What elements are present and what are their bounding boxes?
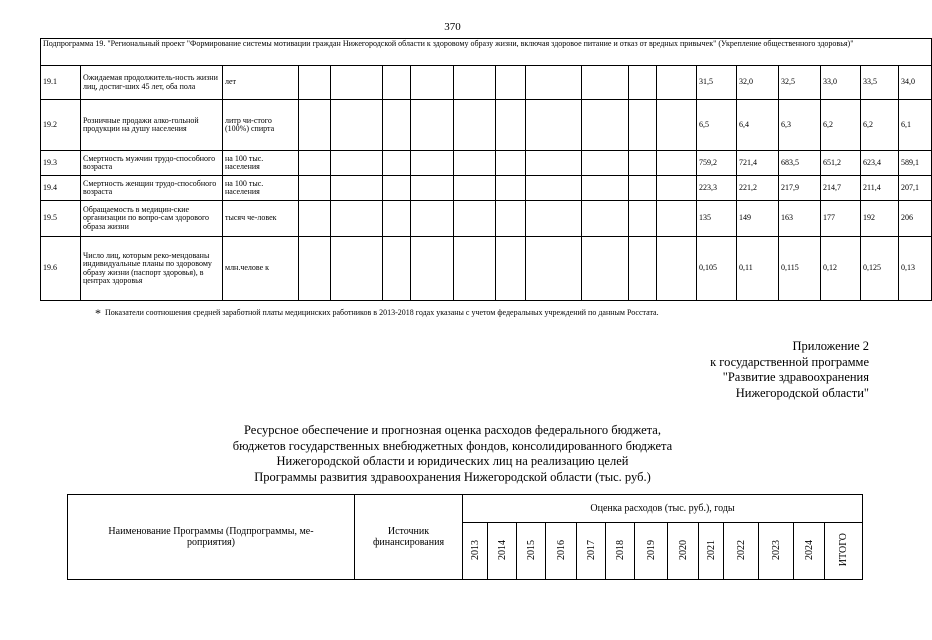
value-cell: 623,4	[861, 151, 899, 176]
year-label: 2024	[803, 539, 815, 560]
empty-cell	[411, 100, 454, 151]
empty-cell	[657, 66, 697, 100]
value-cell: 721,4	[737, 151, 779, 176]
empty-cell	[331, 66, 383, 100]
footnote	[95, 306, 659, 321]
unit-cell: лет	[223, 66, 299, 100]
appendix-line: к государственной программе	[710, 354, 869, 369]
value-cell: 0,13	[899, 237, 932, 301]
empty-cell	[526, 237, 582, 301]
empty-cell	[454, 100, 496, 151]
indicator-name: Розничные продажи алко-гольной продукции на душу населения	[81, 100, 223, 151]
year-label: 2020	[677, 539, 689, 560]
empty-cell	[299, 66, 331, 100]
empty-cell	[383, 201, 411, 237]
empty-cell	[629, 201, 657, 237]
year-label: 2022	[735, 539, 747, 560]
empty-cell	[454, 176, 496, 201]
empty-cell	[331, 237, 383, 301]
resource-title-line: Ресурсное обеспечение и прогнозная оценка расходов федерального бюджета,	[244, 423, 661, 437]
unit-cell: литр чи-стого (100%) спирта	[223, 100, 299, 151]
year-label: 2019	[645, 539, 657, 560]
year-header	[759, 523, 794, 580]
row-number: 19.1	[41, 66, 81, 100]
indicator-row	[41, 201, 932, 237]
empty-cell	[629, 66, 657, 100]
empty-cell	[657, 100, 697, 151]
empty-cell	[331, 201, 383, 237]
empty-cell	[383, 151, 411, 176]
year-label: ИТОГО	[838, 532, 850, 567]
value-cell: 6,2	[861, 100, 899, 151]
appendix-line: "Развитие здравоохранения	[722, 370, 869, 384]
indicator-row	[41, 151, 932, 176]
indicator-name: Смертность мужчин трудо-способного возраста	[81, 151, 223, 176]
year-label: 2017	[585, 539, 597, 560]
year-header	[825, 523, 863, 580]
value-cell: 6,5	[697, 100, 737, 151]
subprogram-title: Подпрограмма 19. "Региональный проект "Формирование системы мотивации граждан Нижегородской области к здоровому образу жизни, включая здоровое питание и отказ от вредных привычек" (Укрепление общественного здоровья)"	[41, 39, 932, 66]
value-cell: 6,4	[737, 100, 779, 151]
unit-cell: тысяч че-ловек	[223, 201, 299, 237]
year-label: 2023	[770, 539, 782, 560]
empty-cell	[582, 100, 629, 151]
empty-cell	[629, 176, 657, 201]
appendix-line: Приложение 2	[792, 339, 869, 353]
indicator-name: Обращаемость в медицин-ские организации по вопро-сам здорового образа жизни	[81, 201, 223, 237]
value-cell: 207,1	[899, 176, 932, 201]
row-number: 19.3	[41, 151, 81, 176]
footnote-asterisk: *	[95, 306, 101, 320]
year-label: 2013	[469, 539, 481, 560]
value-cell: 0,11	[737, 237, 779, 301]
value-cell: 223,3	[697, 176, 737, 201]
page-number: 370	[444, 21, 461, 33]
empty-cell	[299, 100, 331, 151]
empty-cell	[526, 176, 582, 201]
value-cell: 214,7	[821, 176, 861, 201]
empty-cell	[383, 100, 411, 151]
value-cell: 192	[861, 201, 899, 237]
empty-cell	[629, 237, 657, 301]
empty-cell	[526, 201, 582, 237]
indicators-table	[40, 38, 932, 301]
value-cell: 0,12	[821, 237, 861, 301]
empty-cell	[657, 151, 697, 176]
year-header	[577, 523, 606, 580]
empty-cell	[657, 176, 697, 201]
empty-cell	[582, 151, 629, 176]
value-cell: 206	[899, 201, 932, 237]
empty-cell	[383, 237, 411, 301]
empty-cell	[454, 201, 496, 237]
financing-source-header: Источник финансирования	[355, 495, 463, 580]
value-cell: 6,2	[821, 100, 861, 151]
indicator-name: Ожидаемая продолжитель-ность жизни лиц, достиг-ших 45 лет, оба пола	[81, 66, 223, 100]
value-cell: 177	[821, 201, 861, 237]
resource-title-line: Нижегородской области и юридических лиц на реализацию целей	[276, 454, 629, 468]
empty-cell	[526, 100, 582, 151]
empty-cell	[657, 201, 697, 237]
year-label: 2021	[705, 539, 717, 560]
estimate-header: Оценка расходов (тыс. руб.), годы	[463, 495, 863, 523]
year-label: 2015	[525, 539, 537, 560]
value-cell: 683,5	[779, 151, 821, 176]
empty-cell	[299, 151, 331, 176]
resource-title	[0, 423, 905, 485]
value-cell: 6,1	[899, 100, 932, 151]
empty-cell	[582, 237, 629, 301]
year-label: 2014	[496, 539, 508, 560]
value-cell: 0,105	[697, 237, 737, 301]
empty-cell	[496, 151, 526, 176]
row-number: 19.6	[41, 237, 81, 301]
year-header	[517, 523, 546, 580]
empty-cell	[454, 237, 496, 301]
empty-cell	[526, 151, 582, 176]
empty-cell	[496, 176, 526, 201]
year-header	[463, 523, 488, 580]
value-cell: 34,0	[899, 66, 932, 100]
expenses-table	[67, 494, 863, 580]
empty-cell	[582, 66, 629, 100]
empty-cell	[629, 100, 657, 151]
unit-cell: млн.челове к	[223, 237, 299, 301]
year-header	[668, 523, 699, 580]
appendix-heading	[710, 339, 869, 401]
indicator-row	[41, 100, 932, 151]
empty-cell	[496, 201, 526, 237]
empty-cell	[411, 176, 454, 201]
empty-cell	[454, 151, 496, 176]
year-header	[794, 523, 825, 580]
empty-cell	[411, 201, 454, 237]
resource-title-line: бюджетов государственных внебюджетных фондов, консолидированного бюджета	[232, 438, 673, 453]
value-cell: 33,0	[821, 66, 861, 100]
year-label: 2016	[555, 539, 567, 560]
empty-cell	[454, 66, 496, 100]
empty-cell	[411, 151, 454, 176]
value-cell: 217,9	[779, 176, 821, 201]
value-cell: 6,3	[779, 100, 821, 151]
year-header	[606, 523, 635, 580]
empty-cell	[331, 176, 383, 201]
appendix-line: Нижегородской области"	[735, 385, 869, 400]
empty-cell	[299, 237, 331, 301]
empty-cell	[331, 100, 383, 151]
empty-cell	[411, 237, 454, 301]
empty-cell	[582, 201, 629, 237]
year-header	[699, 523, 724, 580]
value-cell: 149	[737, 201, 779, 237]
year-header	[724, 523, 759, 580]
indicator-name: Число лиц, которым реко-мендованы индивидуальные планы по здоровому образу жизни (паспорт здоровья), в центрах здоровья	[81, 237, 223, 301]
value-cell: 0,115	[779, 237, 821, 301]
year-label: 2018	[614, 539, 626, 560]
indicator-row	[41, 66, 932, 100]
empty-cell	[496, 237, 526, 301]
empty-cell	[496, 100, 526, 151]
indicator-name: Смертность женщин трудо-способного возраста	[81, 176, 223, 201]
year-header	[635, 523, 668, 580]
row-number: 19.5	[41, 201, 81, 237]
row-number: 19.4	[41, 176, 81, 201]
empty-cell	[411, 66, 454, 100]
value-cell: 31,5	[697, 66, 737, 100]
value-cell: 759,2	[697, 151, 737, 176]
value-cell: 32,0	[737, 66, 779, 100]
resource-title-line: Программы развития здравоохранения Нижегородской области (тыс. руб.)	[254, 469, 651, 484]
year-header	[488, 523, 517, 580]
footnote-text: Показатели соотношения средней заработной платы медицинских работников в 2013-2018 годах указаны с учетом федеральных учреждений по данным Росстата.	[105, 308, 659, 317]
year-header	[546, 523, 577, 580]
empty-cell	[629, 151, 657, 176]
empty-cell	[299, 201, 331, 237]
indicator-row	[41, 237, 932, 301]
indicator-row	[41, 176, 932, 201]
empty-cell	[331, 151, 383, 176]
empty-cell	[582, 176, 629, 201]
value-cell: 221,2	[737, 176, 779, 201]
empty-cell	[383, 176, 411, 201]
empty-cell	[299, 176, 331, 201]
unit-cell: на 100 тыс. населения	[223, 176, 299, 201]
row-number: 19.2	[41, 100, 81, 151]
value-cell: 651,2	[821, 151, 861, 176]
value-cell: 163	[779, 201, 821, 237]
program-name-header: Наименование Программы (Подпрограммы, ме-роприятия)	[68, 495, 355, 580]
value-cell: 33,5	[861, 66, 899, 100]
value-cell: 589,1	[899, 151, 932, 176]
value-cell: 0,125	[861, 237, 899, 301]
value-cell: 211,4	[861, 176, 899, 201]
empty-cell	[496, 66, 526, 100]
value-cell: 135	[697, 201, 737, 237]
empty-cell	[383, 66, 411, 100]
value-cell: 32,5	[779, 66, 821, 100]
unit-cell: на 100 тыс. населения	[223, 151, 299, 176]
empty-cell	[657, 237, 697, 301]
empty-cell	[526, 66, 582, 100]
